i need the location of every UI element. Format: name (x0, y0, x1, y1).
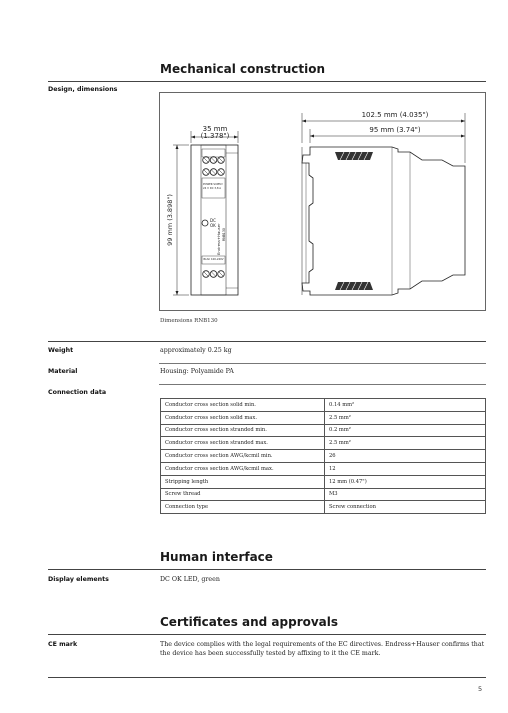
table-row (161, 462, 486, 475)
section-title-mechanical: Mechanical construction (160, 62, 325, 76)
figure-caption: Dimensions RNB130 (160, 318, 218, 324)
value-display-elements: DC OK LED, green (160, 576, 220, 583)
dimension-drawing-frame (159, 92, 486, 311)
section-divider (48, 569, 486, 570)
table-cell-name: Conductor cross section stranded min. (161, 424, 325, 437)
power-supply-text: POWER SUPPLY (203, 183, 223, 186)
table-cell-value: Screw connection (325, 501, 486, 514)
side-dimension-lines (302, 113, 465, 163)
page-number: 5 (478, 685, 483, 693)
section-title-certificates: Certificates and approvals (160, 615, 339, 629)
table-row (161, 488, 486, 501)
row-divider (159, 363, 486, 364)
table-cell-value: 0.14 mm² (325, 399, 486, 412)
table-cell-name: Screw thread (161, 488, 325, 501)
table-row (161, 437, 486, 450)
table-row (161, 424, 486, 437)
power-supply-rating: 24 V DC 3,8 A (203, 187, 222, 190)
table-cell-name: Conductor cross section solid min. (161, 399, 325, 412)
table-cell-value: 2.5 mm² (325, 437, 486, 450)
body-depth-dimension: 95 mm (3.74") (369, 126, 421, 134)
section-title-human-interface: Human interface (160, 550, 273, 564)
table-cell-name: Conductor cross section AWG/kcmil min. (161, 450, 325, 463)
ce-mark-text: The device complies with the legal requirements of the EC directives. Endress+Hauser confirms that the device has been successfully tested by affixing to it the CE mark. (160, 641, 485, 657)
section-divider (48, 81, 486, 82)
table-row (161, 475, 486, 488)
input-rating: IN:AC 100-240V (203, 258, 224, 261)
table-cell-value: 12 (325, 462, 486, 475)
row-divider (159, 384, 486, 385)
table-row (161, 501, 486, 514)
section-divider (48, 634, 486, 635)
row-divider (48, 341, 486, 342)
value-material: Housing: Polyamide PA (160, 368, 234, 375)
label-display-elements: Display elements (48, 576, 109, 583)
front-width-in: (1.378") (200, 132, 230, 140)
table-cell-value: M3 (325, 488, 486, 501)
connection-data-table (160, 398, 486, 514)
table-row (161, 411, 486, 424)
table-cell-name: Conductor cross section solid max. (161, 411, 325, 424)
table-cell-value: 12 mm (0.47") (325, 475, 486, 488)
led-label-dc: DC (210, 218, 216, 223)
value-weight: approximately 0.25 kg (160, 347, 232, 354)
table-cell-name: Stripping length (161, 475, 325, 488)
led-label-ok: OK (210, 223, 216, 228)
front-width-mm: 35 mm (202, 125, 228, 133)
label-material: Material (48, 368, 78, 375)
table-cell-name: Connection type (161, 501, 325, 514)
side-view (302, 147, 465, 295)
label-connection-data: Connection data (48, 389, 107, 396)
side-terminal-hatch (335, 152, 373, 290)
label-ce-mark: CE mark (48, 641, 78, 648)
table-row (161, 450, 486, 463)
hatch-lines (340, 152, 368, 290)
label-weight: Weight (48, 347, 74, 354)
footer-divider (48, 677, 486, 678)
dimension-drawing (160, 93, 485, 310)
label-design-dimensions: Design, dimensions (48, 86, 118, 93)
total-depth-dimension: 102.5 mm (4.035") (361, 111, 429, 119)
table-cell-value: 26 (325, 450, 486, 463)
table-cell-name: Conductor cross section stranded max. (161, 437, 325, 450)
height-dimension: 99 mm (3.898") (166, 194, 174, 246)
table-cell-name: Conductor cross section AWG/kcmil max. (161, 462, 325, 475)
table-cell-value: 0.2 mm² (325, 424, 486, 437)
table-row (161, 399, 486, 412)
model-text: RNB130 (222, 228, 226, 241)
table-cell-value: 2.5 mm² (325, 411, 486, 424)
brand-text: Endress+Hauser (216, 223, 221, 255)
